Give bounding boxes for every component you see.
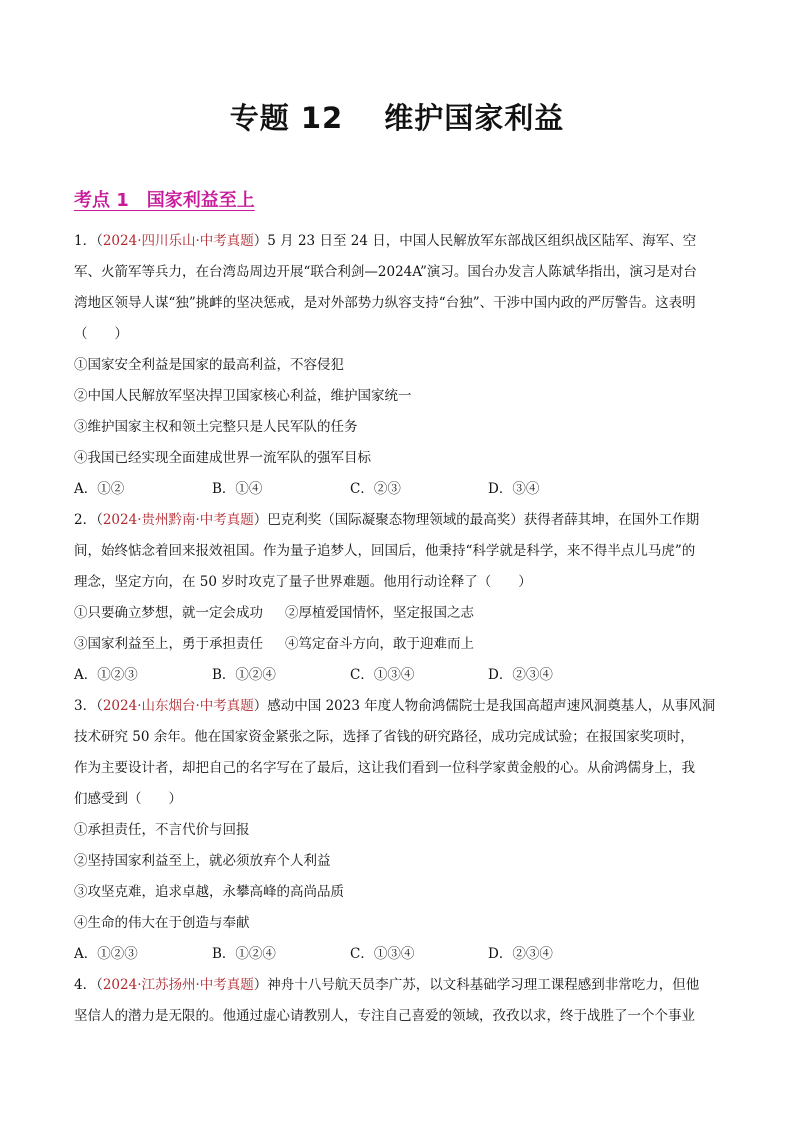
statement-item: ③国家利益至上，勇于承担责任 [74, 636, 263, 652]
question-text: 理念，坚定方向，在 50 岁时攻克了量子世界难题。他用行动诠释了（ ） [74, 574, 532, 590]
option-d[interactable]: D．②③④ [488, 946, 553, 962]
question-text: （ ） [74, 326, 128, 342]
question-number: 4．（ [74, 977, 103, 993]
statement-item: ①只要确立梦想，就一定会成功 [74, 605, 263, 621]
question-4 [74, 970, 724, 1032]
question-1 [74, 226, 724, 505]
statement-item: ①国家安全利益是国家的最高利益，不容侵犯 [74, 357, 344, 373]
statement-item: ②厚植爱国情怀，坚定报国之志 [285, 605, 474, 621]
question-number: 1．（ [74, 233, 103, 249]
option-b[interactable]: B．①②④ [212, 667, 276, 683]
statement-row [74, 598, 724, 629]
question-text: ）巴克利奖（国际凝聚态物理领域的最高奖）获得者薛其坤，在国外工作期 [253, 512, 700, 528]
statement-item: ①承担责任，不言代价与回报 [74, 822, 250, 838]
statement-item: ③攻坚克难，追求卓越，永攀高峰的高尚品质 [74, 884, 344, 900]
answer-options [74, 939, 724, 970]
question-source: 2024·山东烟台·中考真题 [102, 698, 254, 714]
question-source: 2024·四川乐山·中考真题 [102, 233, 254, 249]
answer-options [74, 474, 724, 505]
question-text: 间，始终惦念着回来报效祖国。作为量子追梦人，回国后，他秉持“科学就是科学，来不得半点儿马虎”的 [74, 543, 696, 559]
option-d[interactable]: D．③④ [488, 481, 540, 497]
question-text: 湾地区领导人谋“独”挑衅的坚决惩戒，是对外部势力纵容支持“台独”、干涉中国内政的严厉警告。这表明 [74, 295, 696, 311]
section-title: 考点 1 国家利益至上 [74, 190, 255, 211]
answer-options [74, 660, 724, 691]
statement-item: ②坚持国家利益至上，就必须放弃个人利益 [74, 853, 331, 869]
question-1-line-1 [74, 226, 724, 257]
question-2-line-1 [74, 505, 724, 536]
statement-item: ②中国人民解放军坚决捍卫国家核心利益，维护国家统一 [74, 388, 412, 404]
option-a[interactable]: A．①②③ [74, 946, 138, 962]
statement-item: ④我国已经实现全面建成世界一流军队的强军目标 [74, 450, 371, 466]
option-c[interactable]: C．①③④ [350, 667, 415, 683]
question-source: 2024·江苏扬州·中考真题 [102, 977, 254, 993]
question-3 [74, 691, 724, 970]
statement-item: ④笃定奋斗方向，敢于迎难而上 [285, 636, 474, 652]
question-text: 作为主要设计者，却把自己的名字写在了最后，这让我们看到一位科学家黄金般的心。从俞鸿儒身上，我 [74, 760, 695, 776]
page-title: 专题 12 维护国家利益 [229, 101, 565, 135]
question-source: 2024·贵州黔南·中考真题 [102, 512, 254, 528]
statement-item: ④生命的伟大在于创造与奉献 [74, 915, 250, 931]
question-number: 3．（ [74, 698, 103, 714]
question-4-line-1 [74, 970, 724, 1001]
statement-item: ③维护国家主权和领土完整只是人民军队的任务 [74, 419, 358, 435]
question-text: 军、火箭军等兵力，在台湾岛周边开展“联合利剑—2024A”演习。国台办发言人陈斌华指出，演习是对台 [74, 264, 697, 280]
question-2 [74, 505, 724, 691]
question-number: 2．（ [74, 512, 103, 528]
option-b[interactable]: B．①②④ [212, 946, 276, 962]
question-list [74, 226, 724, 1032]
option-d[interactable]: D．②③④ [488, 667, 553, 683]
question-text: 坚信人的潜力是无限的。他通过虚心请教别人，专注自己喜爱的领域，孜孜以求，终于战胜了一个个事业 [74, 1008, 695, 1024]
question-text: ）感动中国 2023 年度人物俞鸿儒院士是我国高超声速风洞奠基人，从事风洞 [253, 698, 716, 714]
option-c[interactable]: C．②③ [350, 481, 401, 497]
question-text: ）5 月 23 日至 24 日，中国人民解放军东部战区组织战区陆军、海军、空 [253, 233, 697, 249]
option-a[interactable]: A．①②③ [74, 667, 138, 683]
option-a[interactable]: A．①② [74, 481, 125, 497]
option-b[interactable]: B．①④ [212, 481, 263, 497]
question-3-line-1 [74, 691, 724, 722]
question-text: 技术研究 50 余年。他在国家资金紧张之际，选择了省钱的研究路径，成功完成试验；在报国家奖项时， [74, 729, 694, 745]
option-c[interactable]: C．①③④ [350, 946, 415, 962]
statement-row [74, 629, 724, 660]
question-text: 们感受到（ ） [74, 791, 182, 807]
question-text: ）神舟十八号航天员李广苏，以文科基础学习理工课程感到非常吃力，但他 [253, 977, 700, 993]
